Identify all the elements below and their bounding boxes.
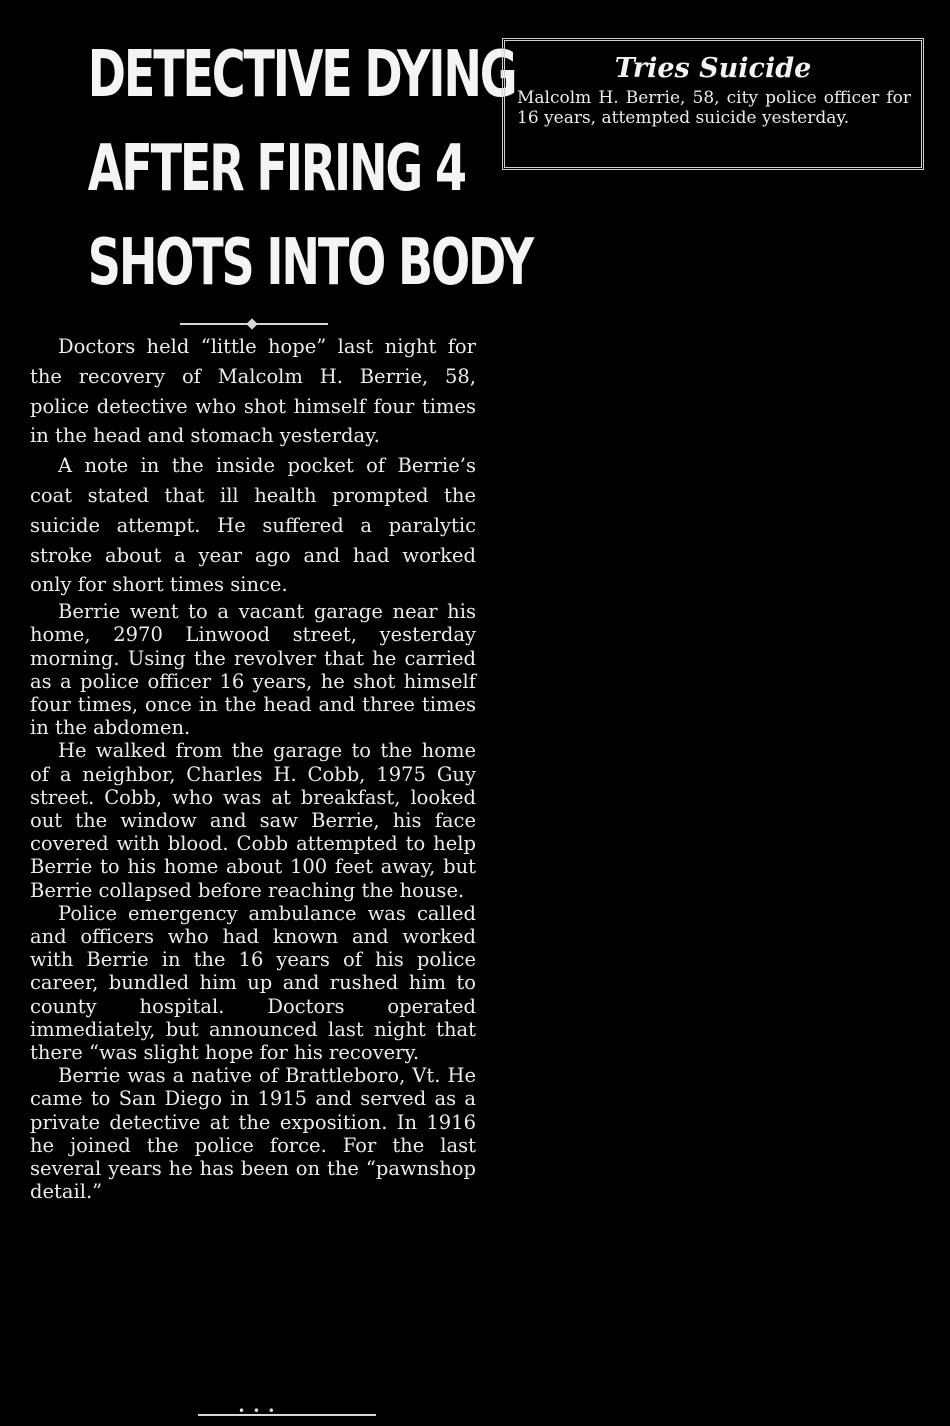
article-paragraph: Berrie went to a vacant garage near his home, 2970 Linwood street, yesterday morning. Using the revolver that he carried as a police officer 16 years, he shot himself four times, once in the head and three times in the abdomen. bbox=[30, 600, 476, 740]
sidebar-box bbox=[502, 38, 924, 170]
headline bbox=[22, 28, 532, 310]
article-paragraph: A note in the inside pocket of Berrie’s coat stated that ill health prompted the suicide attempt. He suffered a paralytic stroke about a year ago and had worked only for short times since. bbox=[30, 454, 476, 597]
headline-line-1: DETECTIVE DYING bbox=[87, 38, 516, 112]
article-body bbox=[30, 332, 476, 1203]
article-paragraph: He walked from the garage to the home of a neighbor, Charles H. Cobb, 1975 Guy street. Cobb, who was at breakfast, looked out the window and saw Berrie, his face covered with blood. Cobb attempted to help Berrie to his home about 100 feet away, but Berrie collapsed before reaching the house. bbox=[30, 739, 476, 902]
end-divider bbox=[198, 1414, 376, 1416]
sidebar-box-text: Malcolm H. Berrie, 58, city police officer for 16 years, attempted suicide yesterday. bbox=[517, 88, 911, 128]
headline-line-2: AFTER FIRING 4 bbox=[87, 132, 465, 206]
article-paragraph: Berrie was a native of Brattleboro, Vt. He came to San Diego in 1915 and served as a private detective at the exposition. In 1916 he joined the police force. For the last several years he has been on the “pawnshop detail.” bbox=[30, 1064, 476, 1204]
article-paragraph: Doctors held “little hope” last night for the recovery of Malcolm H. Berrie, 58, police detective who shot himself four times in the head and stomach yesterday. bbox=[30, 335, 476, 448]
headline-line-3: SHOTS INTO BODY bbox=[87, 226, 532, 300]
article-paragraph: Police emergency ambulance was called and officers who had known and worked with Berrie in the 16 years of his police career, bundled him up and rushed him to county hospital. Doctors operated immediately, but announced last night that there “was slight hope for his recovery. bbox=[30, 901, 476, 1065]
sidebar-box-title: Tries Suicide bbox=[614, 53, 812, 84]
headline-divider bbox=[180, 323, 328, 325]
